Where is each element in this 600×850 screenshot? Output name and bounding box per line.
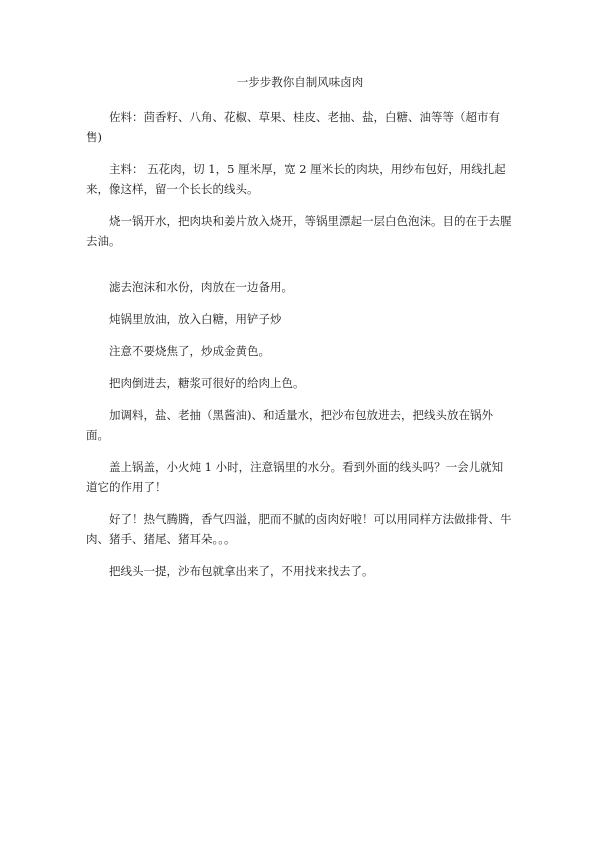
paragraph-simmer: 盖上锅盖，小火炖 1 小时，注意锅里的水分。看到外面的线头吗？一会儿就知道它的作用了！ (86, 460, 504, 494)
paragraph-caution: 注意不要烧焦了，炒成金黄色。 (109, 344, 270, 358)
paragraph-done: 好了！热气腾腾，香气四溢，肥而不腻的卤肉好啦！可以用同样方法做排骨、牛肉、猪手、猪尾、猪耳朵。。。 (86, 512, 512, 546)
paragraph-main-ingredient: 主料： 五花肉，切 1，5 厘米厚，宽 2 厘米长的肉块，用纱布包好，用线扎起来，像这样，留一个长长的线头。 (86, 162, 506, 196)
paragraph-seasonings: 佐料：茴香籽、八角、花椒、草果、桂皮、老抽、盐，白糖、油等等（超市有售) (86, 110, 500, 144)
paragraph-season: 加调料，盐、老抽（黑酱油)、和适量水，把沙布包放进去，把线头放在锅外面。 (86, 408, 493, 442)
paragraph-drain: 滤去泡沫和水份，肉放在一边备用。 (109, 280, 293, 294)
paragraph-remove-bag: 把线头一提，沙布包就拿出来了，不用找来找去了。 (109, 564, 374, 578)
paragraph-caramelize: 炖锅里放油，放入白糖，用铲子炒 (109, 312, 282, 326)
paragraph-add-meat: 把肉倒进去，糖浆可很好的给肉上色。 (109, 376, 305, 390)
document-title: 一步步教你自制风味卤肉 (236, 75, 364, 89)
paragraph-blanch: 烧一锅开水，把肉块和姜片放入烧开，等锅里漂起一层白色泡沫。目的在于去腥去油。 (86, 214, 512, 248)
